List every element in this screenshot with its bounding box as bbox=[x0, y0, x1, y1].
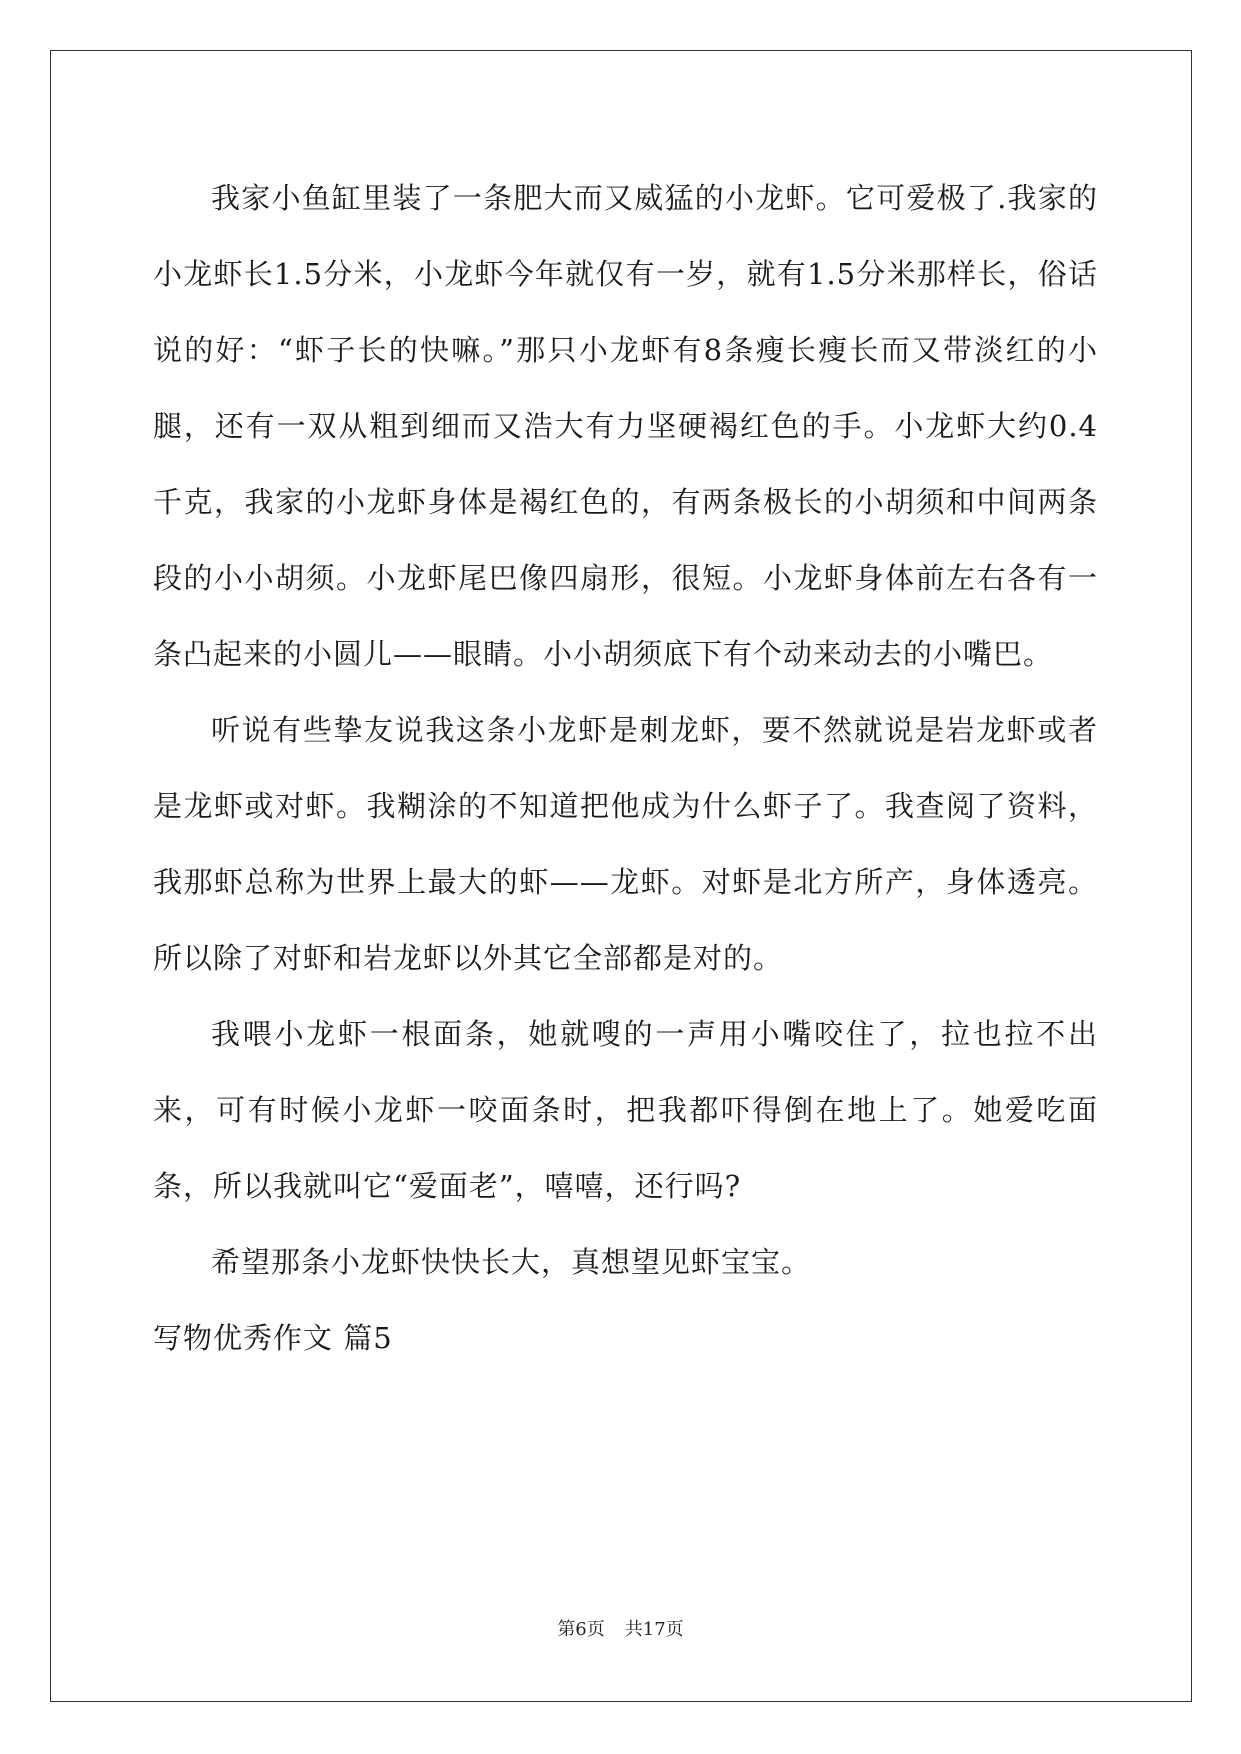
page-total: 共17页 bbox=[624, 1619, 684, 1640]
paragraph-2: 听说有些挚友说我这条小龙虾是刺龙虾，要不然就说是岩龙虾或者是龙虾或对虾。我糊涂的不知道把他成为什么虾子了。我查阅了资料，我那虾总称为世界上最大的虾——龙虾。对虾是北方所产，身体透亮。所以除了对虾和岩龙虾以外其它全部都是对的。 bbox=[153, 713, 1098, 975]
section-heading: 写物优秀作文 篇5 bbox=[153, 1321, 393, 1355]
page-number: 第6页 bbox=[557, 1619, 605, 1640]
document-body bbox=[153, 160, 1098, 1376]
paragraph-3: 我喂小龙虾一根面条，她就嗖的一声用小嘴咬住了，拉也拉不出来，可有时候小龙虾一咬面条时，把我都吓得倒在地上了。她爱吃面条，所以我就叫它“爱面老”，嘻嘻，还行吗? bbox=[153, 1017, 1098, 1203]
paragraph-1: 我家小鱼缸里装了一条肥大而又威猛的小龙虾。它可爱极了.我家的小龙虾长1.5分米，小龙虾今年就仅有一岁，就有1.5分米那样长，俗话说的好：“虾子长的快嘛。”那只小龙虾有8条瘦长瘦长而又带淡红的小腿，还有一双从粗到细而又浩大有力坚硬褐红色的手。小龙虾大约0.4千克，我家的小龙虾身体是褐红色的，有两条极长的小胡须和中间两条段的小小胡须。小龙虾尾巴像四扇形，很短。小龙虾身体前左右各有一条凸起来的小圆儿——眼睛。小小胡须底下有个动来动去的小嘴巴。 bbox=[153, 181, 1098, 671]
paragraph-4: 希望那条小龙虾快快长大，真想望见虾宝宝。 bbox=[211, 1245, 812, 1279]
page-footer bbox=[0, 1615, 1241, 1641]
